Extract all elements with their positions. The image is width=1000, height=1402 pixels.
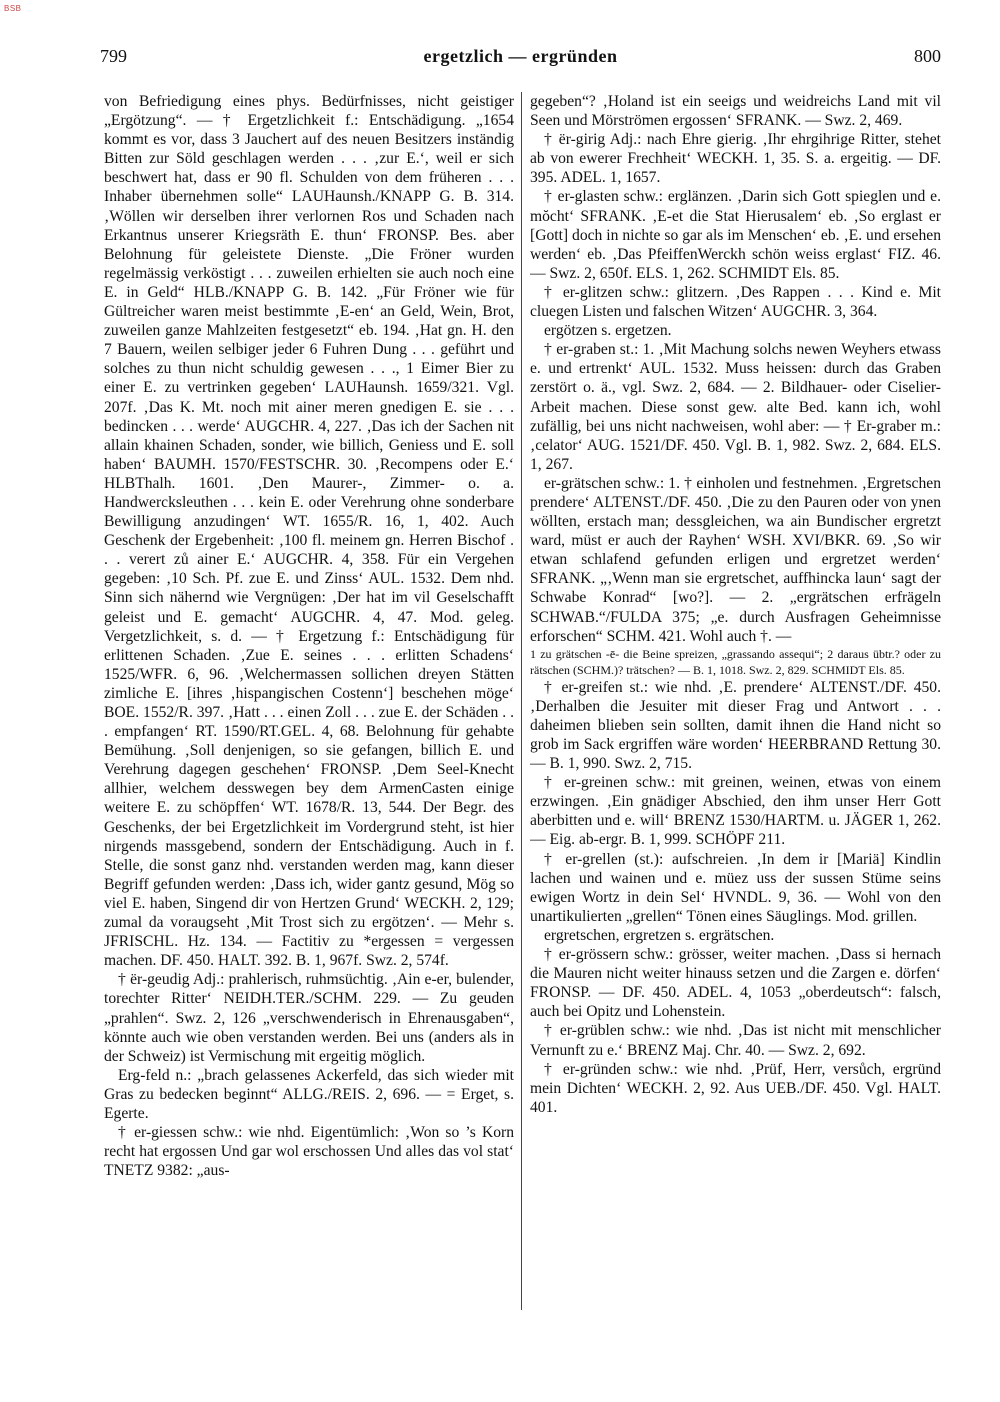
dictionary-entry: † er-greinen schw.: mit greinen, weinen, etwas von einem erzwingen. ‚Ein gnädiger Abschied, den ihm unser Herr Gott aberbitten und e. will‘ BRENZ 1530/HARTM. u. JÄGER 1, 262. — Eig. ab-ergr. B. 1, 999. SCHÖPF 211. xyxy=(530,774,941,849)
dictionary-entry: gegeben“? ‚Holand ist ein seeigs und weidreichs Land mit vil Seen und Mörströmen ergossen‘ SFRANK. — Swz. 2, 469. xyxy=(530,93,941,130)
dictionary-entry: † ër-girig Adj.: nach Ehre gierig. ‚Ihr ehrgihrige Ritter, stehet ab von ewerer Frechheit‘ WECKH. 1, 35. S. a. ergeitig. — DF. 395. ADEL. 1, 1657. xyxy=(530,131,941,187)
column-divider xyxy=(521,92,522,1310)
page-number-left: 799 xyxy=(100,46,127,66)
dictionary-entry: † er-graben st.: 1. ‚Mit Machung solchs newen Weyhers etwass e. und ertrenkt‘ AUL. 1532. Muss heissen: durch das Graben zerstört o. ä., vgl. Swz. 2, 684. — 2. Bildhauer- oder Ciselier-Arbeit machen. Diese sonst gew. alte Bed. kann ich, wohl zufällig, bei uns nicht nachweisen, wohl aber: — † Er-graber m.: ‚celator‘ AUG. 1521/DF. 450. Vgl. B. 1, 982. Swz. 2, 684. ELS. 1, 267. xyxy=(530,341,941,473)
dictionary-entry: † er-glitzen schw.: glitzern. ‚Des Rappen . . . Kind e. Mit cluegen Listen und falschen Witzen‘ AUGCHR. 3, 364. xyxy=(530,283,941,321)
dictionary-entry: † er-gründen schw.: wie nhd. ‚Prüf, Herr, versůch, ergründ mein Dichten‘ WECKH. 2, 92. Aus UEB./DF. 450. Vgl. HALT. 401. xyxy=(530,1060,941,1116)
dictionary-entry: er-grätschen schw.: 1. † einholen und festnehmen. ‚Ergretschen prendere‘ ALTENST./DF. 450. ‚Die zu den Pauren oder von ynen wöllten, erstach man; dessgleichen, wa ain Bundischer ergretzt ward, müst er auch der Rayhen‘ WSH. XVI/BKR. 69. ‚So wir etwan schlafend gefunden erligen und ergretzet werden‘ SFRANK. „‚Wenn man sie ergretschet, auffhincka laun‘ sagt der Schwabe Konrad“ [wo?]. — 2. „ergrätschen erfrägeln SCHWAB.“/FULDA 375; „e. durch Ausfragen Geheimnisse erforschen“ SCHM. 421. Wohl auch †. — xyxy=(530,474,941,645)
dictionary-entry: Erg-feld n.: „brach gelassenes Ackerfeld, das sich wieder mit Gras zu bedecken beginnt“ ALLG./REIS. 2, 696. — = Erget, s. Egerte. xyxy=(104,1066,514,1122)
dictionary-entry: † er-grössern schw.: grösser, weiter machen. ‚Dass si hernach die Mauren nicht weiter hinauss setzen und die Zargen e. dörfen‘ FRONSP. — DF. 450. ADEL. 4, 1053 „oberdeutsch“: falsch, auch bei Opitz und Lohenstein. xyxy=(530,946,941,1021)
page-header xyxy=(100,46,941,72)
dictionary-entry: ergötzen s. ergetzen. xyxy=(544,322,672,340)
dictionary-entry: † er-greifen st.: wie nhd. ‚E. prendere‘ ALTENST./DF. 450. ‚Derhalben die Jesuiter mit dieser Frag und Antwort . . . daheimen blieben sein sollten, damit ihnen die Hand nicht so grob im Sack ergriffen wäre worden‘ HEERBRAND Rettung 30. — B. 1, 990. Swz. 2, 715. xyxy=(530,678,941,773)
dictionary-entry: ergretschen, ergretzen s. ergrätschen. xyxy=(544,926,775,944)
dictionary-entry: † er-grüblen schw.: wie nhd. ‚Das ist nicht mit menschlicher Vernunft zu e.‘ BRENZ Maj. Chr. 40. — Swz. 2, 692. xyxy=(530,1022,941,1059)
dictionary-entry: † er-grellen (st.): aufschreien. ‚In dem ir [Mariä] Kindlin lachen und wainen und e. müez uss der sussen Stüme seins ewigen Wortz in dein Sel‘ HVNDL. 9, 36. — Wohl von den unartikulierten „grellen“ Tönen eines Säuglings. Mod. grillen. xyxy=(530,850,941,925)
page-number-right: 800 xyxy=(914,46,941,66)
dictionary-entry: † er-glasten schw.: erglänzen. ‚Darin sich Gott spieglen und e. mŏcht‘ SFRANK. ‚E-et die Stat Hierusalem‘ eb. ‚So erglast er [Gott] doch in nichte so gar als im Menschen‘ eb. ‚E. und ersehen werden‘ eb. ‚Das PfeiffenWerckh schön weiss erglast‘ FIZ. 46. — Swz. 2, 650f. ELS. 1, 262. SCHMIDT Els. 85. xyxy=(530,188,941,282)
dictionary-entry: † ër-geudig Adj.: prahlerisch, ruhmsüchtig. ‚Ain e-er, bulender, torechter Ritter‘ NEIDH.TER./SCHM. 229. — Zu geuden „prahlen“. Swz. 2, 126 „verschwenderisch in Ehrenausgaben“, könnte auch wie oben verstanden werden. Bei uns (anders als in der Schweiz) ist Vermischung mit ergeitig möglich. xyxy=(104,971,514,1065)
left-column xyxy=(104,92,514,1314)
library-stamp: BSB xyxy=(4,4,22,13)
right-column xyxy=(530,92,941,1314)
dictionary-entry: von Befriedigung eines phys. Bedürfnisses, nicht geistiger „Ergötzung“. — † Ergetzlichkeit f.: Entschädigung. „1654 kommt es vor, dass 3 Jauchert auf des neuen Besitzers inständig Bitten zur Söld geschlagen werden . . . ‚zur E.‘, weil er sich beschwert hat, dass er 90 fl. Schulden von dem früheren . . . Inhaber übernehmen solle“ LAUHaunsh./KNAPP G. B. 314. ‚Wöllen wir derselben ihrer verlornen Ros und Schaden nach Erkantnus unserer Kriegsräth E. thun‘ FRONSP. Bes. aber Belohnung für geleistete Dienste. „Die Fröner wurden regelmässig verköstigt . . . zuweilen erhielten sie auch noch eine E. in Geld“ HLB./KNAPP G. B. 142. „Für Fröner wie für Gültreicher waren meist bestimmte ‚E-en‘ an Geld, Wein, Brot, zuweilen ganze Mahlzeiten festgesetzt“ eb. 194. ‚Hat gn. H. den 7 Bauern, weilen selbiger jeder 6 Fuhren Dung . . . geführt und solches zu thun nicht schuldig gewesen . . ., 1 Eimer Bier zu einer E. zu vertrinken gegeben‘ LAUHaunsh. 1659/321. Vgl. 207f. ‚Das K. Mt. noch mit ainer meren gnedigen E. sie . . . bedincken . . . werde‘ AUGCHR. 4, 227. ‚Das ich der Sachen nit allain khainen Schaden, sonder, wie billich, Geniess und E. soll haben‘ BAUMH. 1570/FESTSCHR. 30. ‚Recompens oder E.‘ HLBThalh. 1601. ‚Den Maurer-, Zimmer- o. a. Handwercksleuthen . . . kein E. oder Verehrung ohne sonderbare Bewilligung anzudingen‘ WT. 1655/R. 16, 1, 402. Auch Geschenk der Ergebenheit: ‚100 fl. meinem gn. Herren Bischof . . . verert zů ainer E.‘ AUGCHR. 4, 358. Für ein Vergehen gegeben: ‚10 Sch. Pf. zue E. und Zinss‘ AUL. 1532. Dem nhd. Sinn sich nähernd wie Vergnügen: ‚Der hat im vil Geselschafft geleist und E. gemacht‘ AUGCHR. 4, 47. Mod. geleg. Vergetzlichkeit, s. d. — † Ergetzung f.: Entschädigung für erlittenen Schaden. ‚Zue E. seines . . . erlitten Schadens‘ 1525/WFR. 6, 96. ‚Welchermassen sollichen dreyen Stätten zimliche E. [ihres ‚hispangischen Costenn‘] beschehen möge‘ BOE. 1552/R. 397. ‚Hatt . . . einen Zoll . . . zue E. der Schäden . . . empfangen‘ RT. 1590/RT.GEL. 4, 68. Belohnung für gehabte Bemühung. ‚Soll denjenigen, so sie gefangen, billich E. und Verehrung dagegen geschehen‘ FRONSP. ‚Dem Seel-Knecht allhier, welchem desswegen bey dem ArmenCasten einige weitere E. zu schöpffen‘ WT. 1678/R. 13, 544. Der Begr. des Geschenks, der bei Ergetzlichkeit im Vordergrund steht, ist hier nirgends massgebend, sondern der Entschädigung. Auch in f. Stelle, die sonst ganz nhd. verstanden werden mag, kann dieser Begriff gefunden werden: ‚Dass ich, wider gantz gesund, Mög so viel E. haben, Singend dir von Hertzen Grund‘ WECKH. 2, 129; zumal da voraugseht ‚Mit Trost sich zu ergötzen‘. — Mehr s. JFRISCHL. Hz. 134. — Factitiv zu *ergessen = vergessen machen. DF. 450. HALT. 392. B. 1, 967f. Swz. 2, 574f. xyxy=(104,93,514,970)
running-headword: ergetzlich — ergründen xyxy=(423,46,618,66)
dictionary-entry: † er-giessen schw.: wie nhd. Eigentümlich: ‚Won so ’s Korn recht hat ergossen Und gar wol erschossen Und alles das vol stat‘ TNETZ 9382: „aus- xyxy=(104,1124,514,1180)
dictionary-entry: 1 zu grätschen -ē- die Beine spreizen, „grassando assequi“; 2 daraus übtr.? oder zu rätschen (SCHM.)? trätschen? — B. 1, 1018. Swz. 2, 829. SCHMIDT Els. 85. xyxy=(530,646,941,677)
